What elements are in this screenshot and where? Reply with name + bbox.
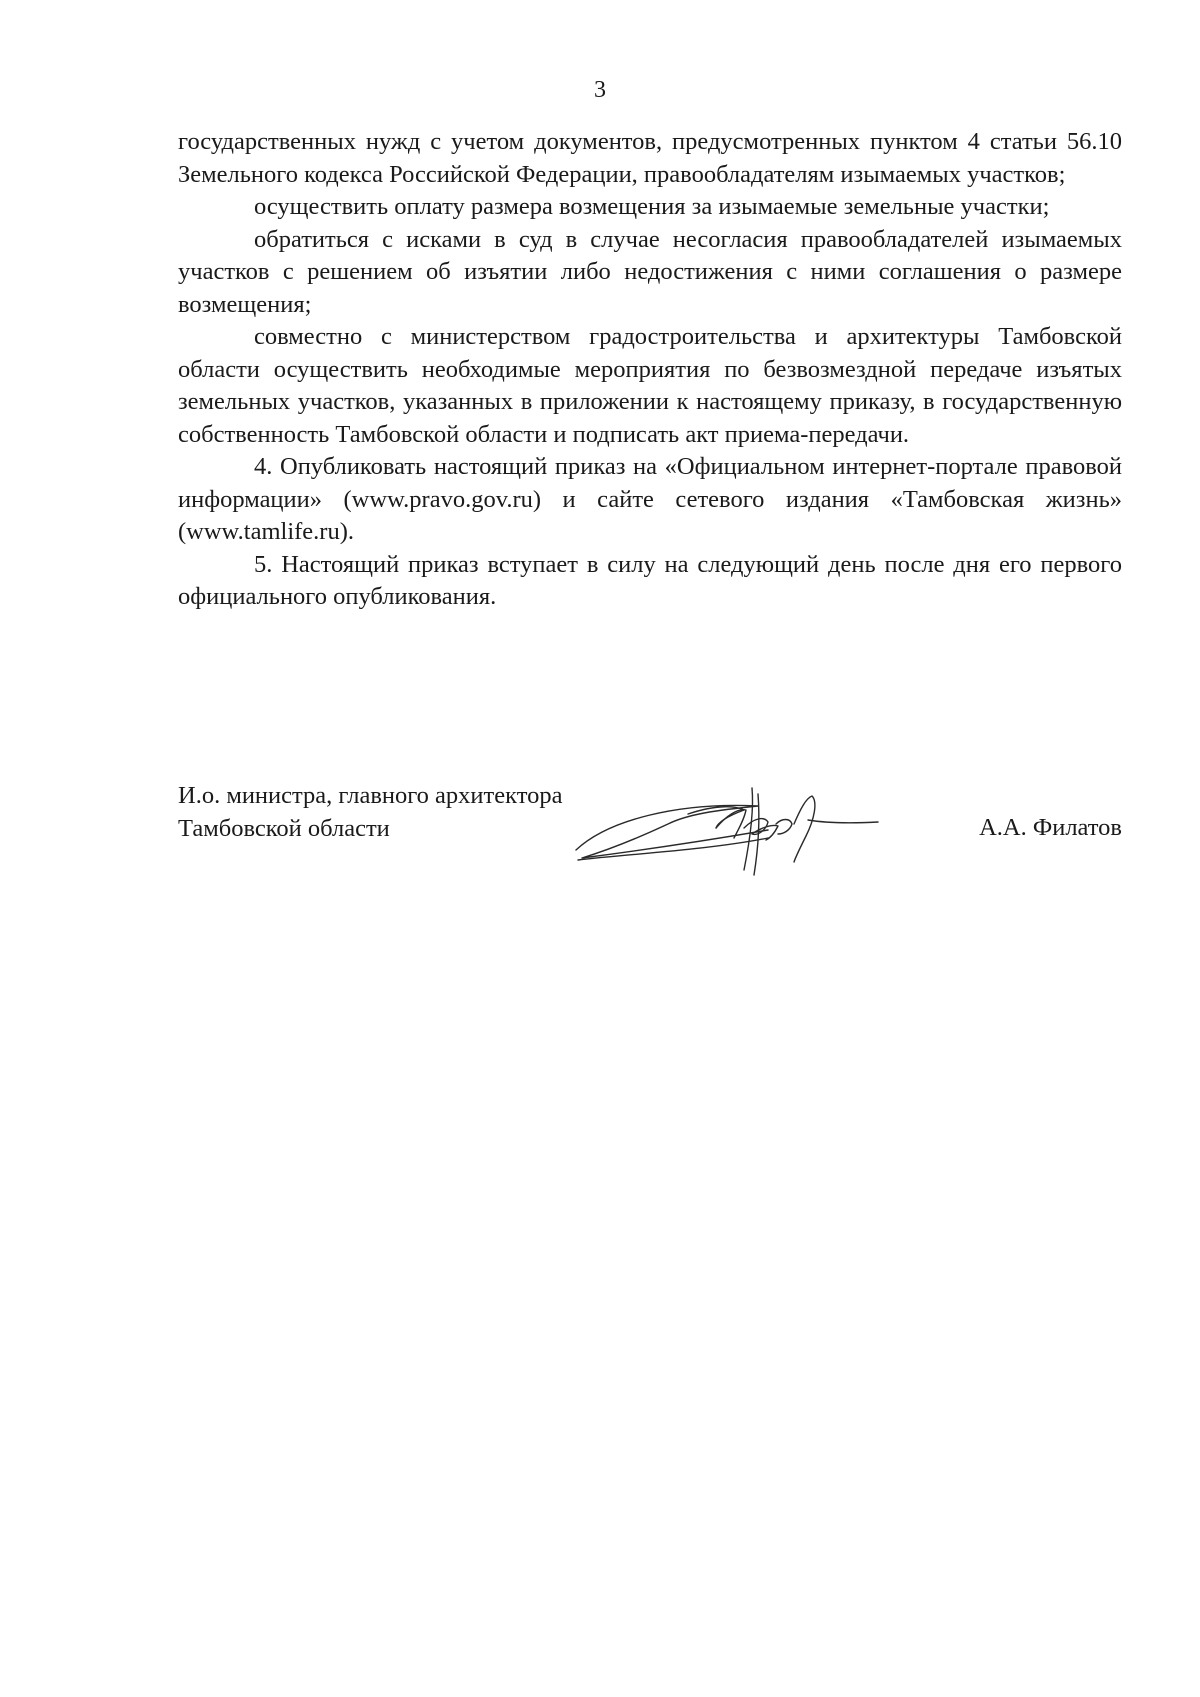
paragraph: 5. Настоящий приказ вступает в силу на следующий день после дня его первого официального опубликования. [178,550,1122,610]
paragraph: государственных нужд с учетом документов, предусмотренных пунктом 4 статьи 56.10 Земельного кодекса Российской Федерации, правообладателям изымаемых участков; [178,128,1122,188]
signature-block [178,780,1122,900]
signatory-position-line: Тамбовской области [178,814,390,842]
handwritten-signature [568,780,888,890]
paragraph: совместно с министерством градостроительства и архитектуры Тамбовской области осуществить необходимые мероприятия по безвозмездной передаче изъятых земельных участков, указанных в приложении к настоящему приказу, в государственную собственность Тамбовской области и подписать акт приема-передачи. [178,323,1122,448]
page-number: 3 [594,77,606,103]
document-body [178,126,1122,614]
paragraph: обратиться с исками в суд в случае несогласия правообладателей изымаемых участков с решением об изъятии либо недостижения с ними соглашения о размере возмещения; [178,225,1122,318]
paragraph: 4. Опубликовать настоящий приказ на «Официальном интернет-портале правовой информации» (www.pravo.gov.ru) и сайте сетевого издания «Тамбовская жизнь» (www.tamlife.ru). [178,453,1122,545]
paragraph: осуществить оплату размера возмещения за изымаемые земельные участки; [254,193,1050,220]
signatory-name: А.А. Филатов [979,814,1122,841]
signatory-position-line: И.о. министра, главного архитектора [178,782,563,809]
